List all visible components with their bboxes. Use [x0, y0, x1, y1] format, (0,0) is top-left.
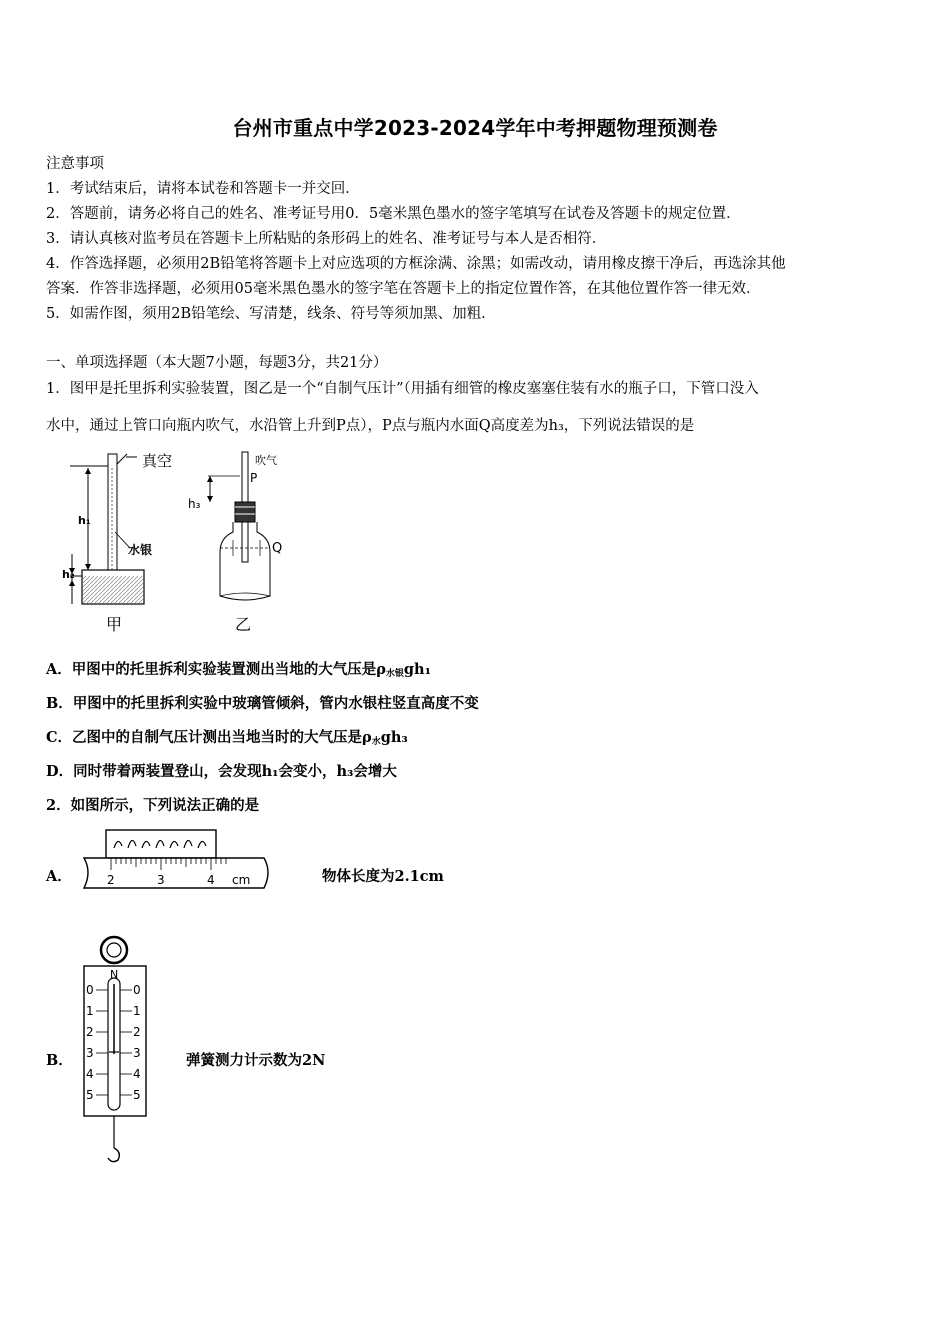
option-2-A-text: 物体长度为2.1cm: [322, 868, 444, 885]
option-1-A: [46, 658, 431, 679]
label-h2: h₂: [62, 568, 75, 581]
page-title: 台州市重点中学2023-2024学年中考押题物理预测卷: [232, 116, 718, 140]
notice-item: 2．答题前，请务必将自己的姓名、准考证号用0．5毫米黑色墨水的签字笔填写在试卷及答题卡的规定位置．: [46, 206, 741, 222]
spring-right-0: 0: [133, 983, 141, 997]
notice-item: 1．考试结束后，请将本试卷和答题卡一并交回．: [46, 181, 360, 197]
option-1-C: [46, 726, 408, 747]
option-text-end: gh₃: [380, 729, 408, 746]
spring-left-2: 2: [86, 1025, 94, 1039]
option-text: C．乙图中的自制气压计测出当地当时的大气压是ρ: [46, 729, 372, 746]
spring-left-1: 1: [86, 1004, 94, 1018]
notice-item: 5．如需作图，须用2B铅笔绘、写清楚，线条、符号等须加黑、加粗．: [46, 306, 496, 322]
spring-right-4: 4: [133, 1067, 141, 1081]
notice-item: 4．作答选择题，必须用2B铅笔将答题卡上对应选项的方框涂满、涂黑；如需改动，请用橡皮擦干净后，再选涂其他: [46, 256, 786, 272]
spring-left-3: 3: [86, 1046, 94, 1060]
option-text-end: gh₁: [403, 661, 431, 678]
option-subscript: 水: [371, 737, 381, 747]
label-vacuum: 真空: [142, 452, 173, 470]
option-1-B: B．甲图中的托里拆利实验中玻璃管倾斜，管内水银柱竖直高度不变: [46, 695, 479, 712]
section-heading: 一、单项选择题（本大题7小题，每题3分，共21分）: [46, 355, 388, 371]
notice-item: 答案．作答非选择题，必须用05毫米黑色墨水的签字笔在答题卡上的指定位置作答，在其他位置作答一律无效．: [46, 281, 761, 297]
label-mercury: 水银: [128, 543, 153, 557]
option-1-D: D．同时带着两装置登山，会发现h₁会变小，h₃会增大: [46, 763, 397, 780]
label-blow: 吹气: [255, 454, 277, 467]
question-2-stem: 2．如图所示，下列说法正确的是: [46, 797, 260, 814]
homemade-barometer: [207, 452, 270, 600]
option-2-A-label: A．: [46, 868, 72, 885]
question-1-stem-line1: 1．图甲是托里拆利实验装置，图乙是一个“自制气压计”（用插有细管的橡皮塞塞住装有水的瓶子口，下管口没入: [46, 381, 759, 397]
spring-right-1: 1: [133, 1004, 141, 1018]
label-jia: 甲: [106, 615, 123, 634]
label-Q: Q: [272, 541, 283, 556]
label-h3: h₃: [188, 497, 201, 511]
question-1-figure: [50, 444, 300, 640]
option-2-B-text: 弹簧测力计示数为2N: [186, 1052, 326, 1069]
ruler-figure: [80, 826, 275, 896]
label-P: P: [250, 471, 258, 485]
spring-right-2: 2: [133, 1025, 141, 1039]
spring-left-0: 0: [86, 983, 94, 997]
spring-left-5: 5: [86, 1088, 94, 1102]
label-yi: 乙: [235, 615, 252, 634]
ruler-tick-4: 4: [207, 873, 215, 887]
option-text: A．甲图中的托里拆利实验装置测出当地的大气压是ρ: [46, 661, 386, 678]
spring-left-4: 4: [86, 1067, 94, 1081]
ruler-unit: cm: [232, 873, 251, 887]
label-h1: h₁: [78, 514, 91, 527]
ruler-tick-2: 2: [107, 873, 115, 887]
option-2-B-label: B．: [46, 1052, 73, 1069]
torricelli-apparatus: [69, 454, 144, 604]
option-subscript: 水银: [385, 669, 404, 679]
notice-heading: 注意事项: [46, 156, 104, 172]
ruler-tick-3: 3: [157, 873, 165, 887]
spring-right-3: 3: [133, 1046, 141, 1060]
notice-item: 3．请认真核对监考员在答题卡上所粘贴的条形码上的姓名、准考证号与本人是否相符．: [46, 231, 607, 247]
spring-right-5: 5: [133, 1088, 141, 1102]
spring-scale-figure: [78, 934, 158, 1164]
question-1-stem-line2: 水中，通过上管口向瓶内吹气，水沿管上升到P点），P点与瓶内水面Q高度差为h₃，下列说法错误的是: [46, 418, 695, 434]
spring-unit: N: [110, 968, 119, 981]
